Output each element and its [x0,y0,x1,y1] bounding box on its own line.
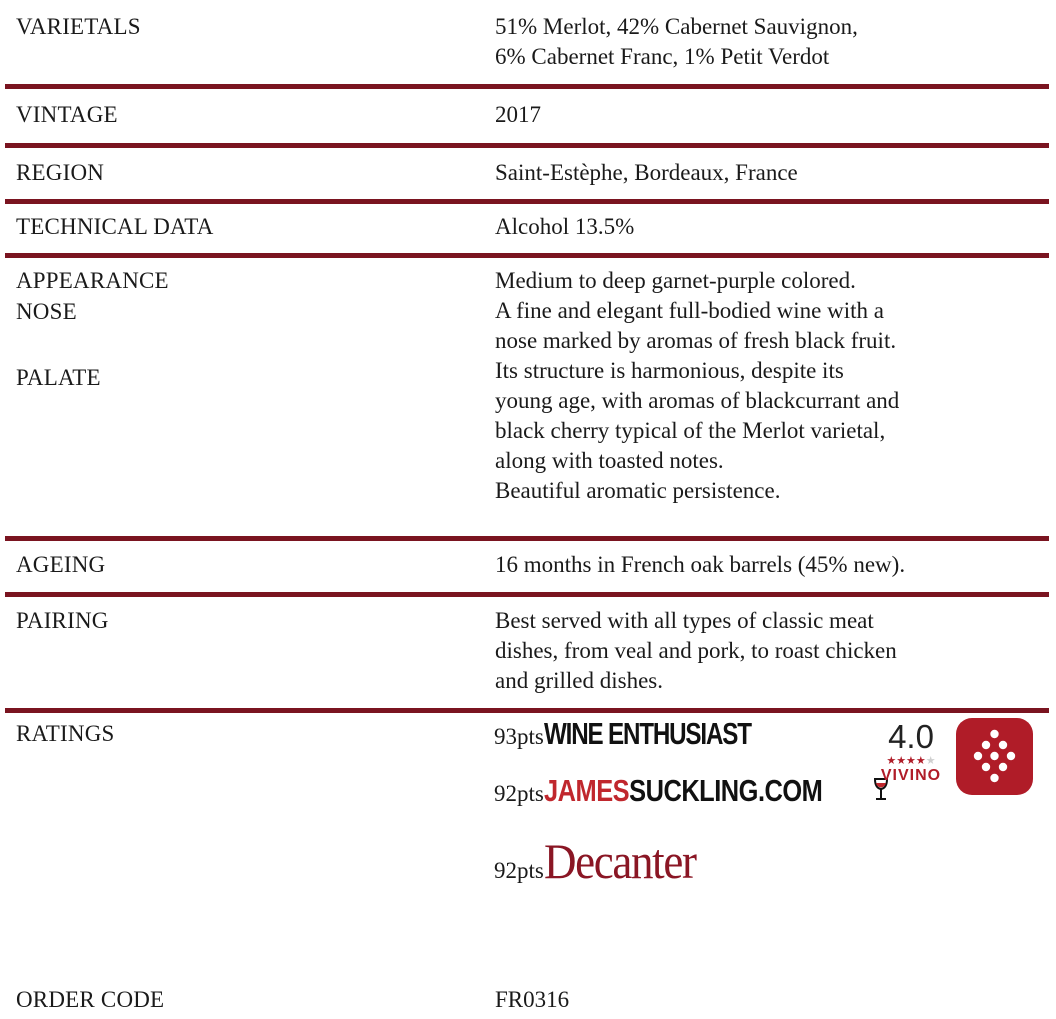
divider [5,84,1049,89]
divider [5,708,1049,713]
james-suckling-logo-part: JAMES [543,773,629,808]
region-value: Saint-Estèphe, Bordeaux, France [495,160,798,185]
james-suckling-logo [544,773,822,809]
varietals-label: VARIETALS [16,14,141,39]
vivino-grape-icon [956,718,1033,795]
varietals-value [495,12,1055,72]
pairing-line: Best served with all types of classic meat [495,608,874,633]
divider [5,592,1049,597]
order-code-value: FR0316 [495,987,570,1012]
divider [5,143,1049,148]
region-label: REGION [16,160,105,185]
vivino-filled-stars: ★★★★ [886,755,926,767]
tasting-line: black cherry typical of the Merlot varietal, [495,418,886,443]
divider [5,253,1049,258]
wine-enthusiast-logo: WINE ENTHUSIAST [543,716,751,751]
vivino-wordmark: VIVINO [880,767,942,784]
rating-points: 92pts [494,858,544,883]
vivino-empty-stars: ★ [925,755,936,767]
order-code-label: ORDER CODE [16,987,165,1012]
tasting-line: young age, with aromas of blackcurrant and [495,388,900,413]
vivino-score: 4.0 [888,718,934,755]
palate-label: PALATE [16,365,101,390]
ratings-label: RATINGS [16,721,115,746]
pairing-line: and grilled dishes. [495,668,663,693]
vivino-rating [871,719,951,785]
appearance-label: APPEARANCE [16,268,169,293]
rating-wine-enthusiast [494,716,809,752]
decanter-logo: Decanter [543,833,696,889]
tasting-line: along with toasted notes. [495,448,724,473]
rating-decanter [494,832,712,890]
varietals-line: 51% Merlot, 42% Cabernet Sauvignon, [495,14,858,39]
tasting-line: Its structure is harmonious, despite its [495,358,844,383]
divider [5,199,1049,204]
rating-points: 93pts [494,724,544,749]
rating-james-suckling [494,773,889,809]
vintage-value: 2017 [495,102,541,127]
pairing-value [495,606,1055,696]
tasting-line: Beautiful aromatic persistence. [495,478,781,503]
tasting-line: Medium to deep garnet-purple colored. [495,268,856,293]
pairing-label: PAIRING [16,608,109,633]
tasting-line: A fine and elegant full-bodied wine with a [495,298,884,323]
vintage-label: VINTAGE [16,102,118,127]
rating-points: 92pts [494,781,544,806]
divider [5,536,1049,541]
tasting-line: nose marked by aromas of fresh black fruit. [495,328,897,353]
james-suckling-logo-part: SUCKLING.COM [628,773,823,808]
ageing-value: 16 months in French oak barrels (45% new). [495,552,906,577]
tasting-notes [495,266,1055,506]
technical-data-label: TECHNICAL DATA [16,214,214,239]
pairing-line: dishes, from veal and pork, to roast chicken [495,638,897,663]
ageing-label: AGEING [16,552,106,577]
varietals-line: 6% Cabernet Franc, 1% Petit Verdot [495,44,830,69]
nose-label: NOSE [16,299,77,324]
vivino-stars [871,755,951,767]
technical-data-value: Alcohol 13.5% [495,214,635,239]
